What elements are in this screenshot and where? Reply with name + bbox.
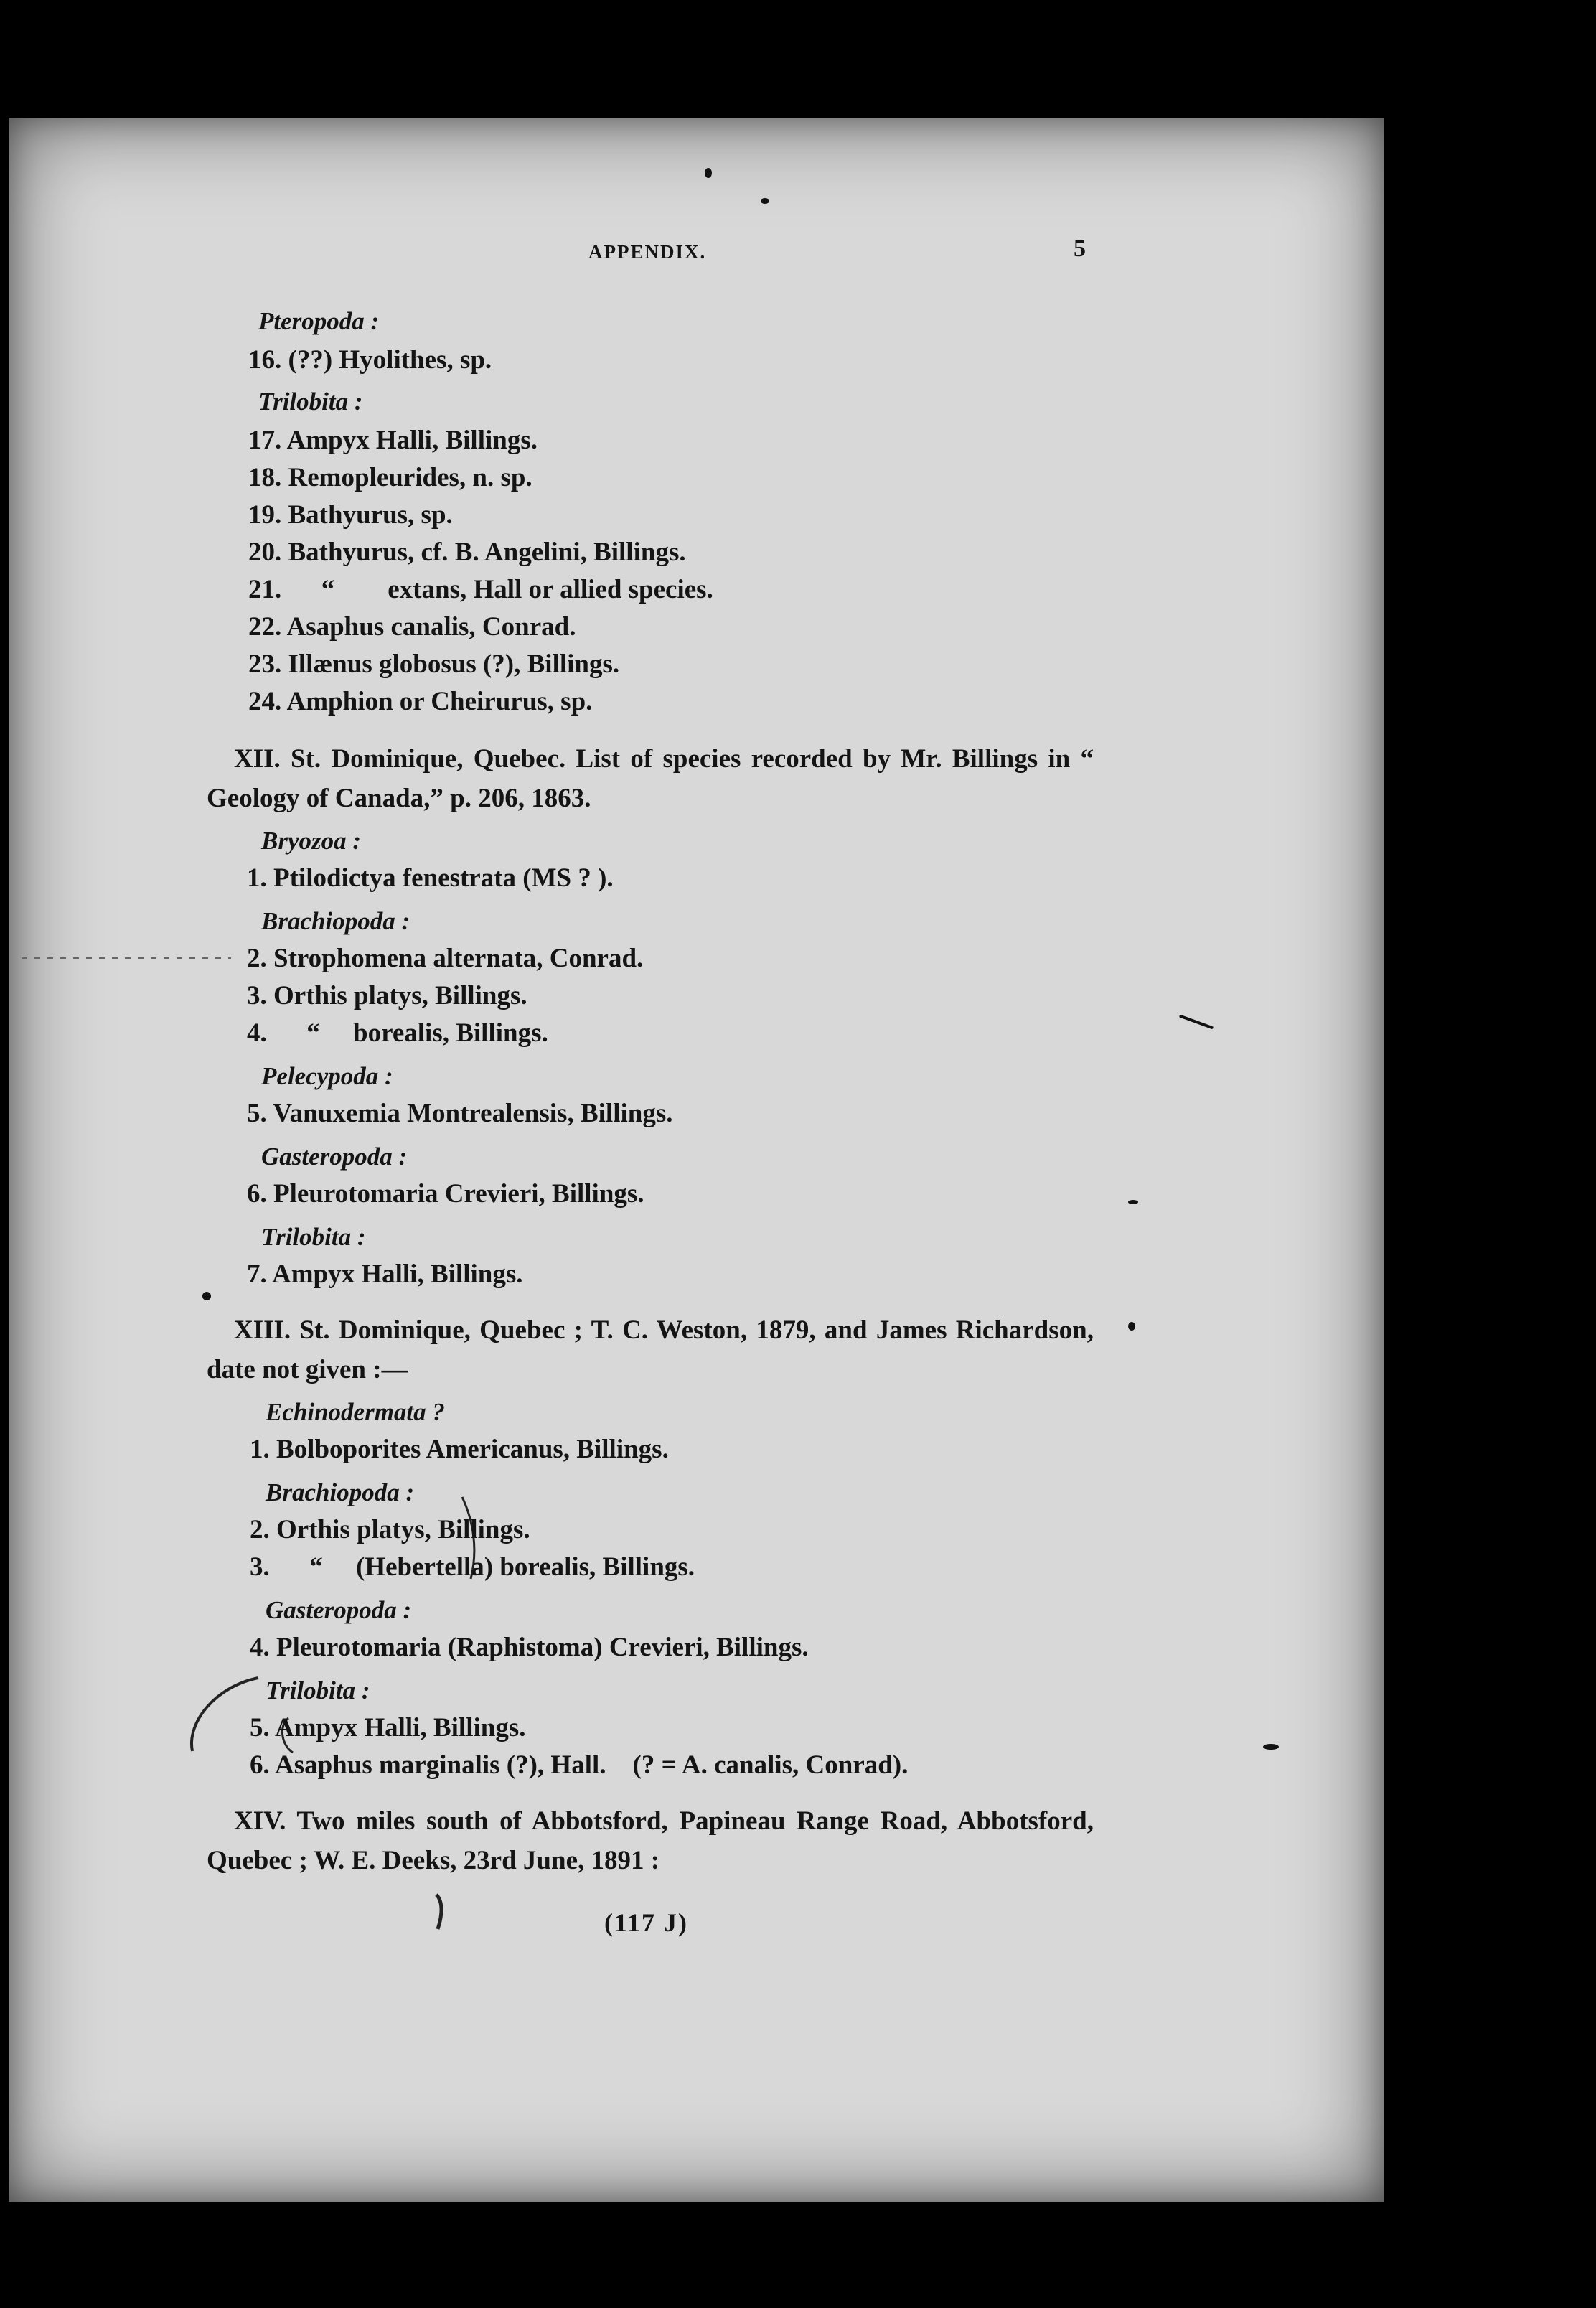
scanned-page bbox=[9, 118, 1384, 2202]
list-item bbox=[248, 425, 538, 456]
item-number: 2. bbox=[250, 1515, 270, 1544]
item-text: Pleurotomaria Crevieri, Billings. bbox=[273, 1179, 644, 1209]
item-number: 3. bbox=[250, 1552, 270, 1582]
printer-signature: (117 J) bbox=[604, 1908, 688, 1937]
list-item bbox=[250, 1750, 908, 1781]
item-number: 24. bbox=[248, 687, 282, 716]
item-text: Ptilodictya fenestrata (MS ? ). bbox=[273, 863, 614, 893]
list-item bbox=[250, 1552, 695, 1582]
scan-speck bbox=[761, 198, 769, 204]
item-text: Illænus globosus (?), Billings. bbox=[288, 649, 620, 679]
item-text: “ borealis, Billings. bbox=[306, 1018, 548, 1048]
item-number: 2. bbox=[247, 944, 267, 973]
item-number: 1. bbox=[247, 863, 267, 893]
item-number: 7. bbox=[247, 1259, 267, 1289]
list-item bbox=[250, 1632, 809, 1663]
item-number: 19. bbox=[248, 500, 282, 530]
item-number: 4. bbox=[250, 1633, 270, 1662]
item-text: Vanuxemia Montrealensis, Billings. bbox=[273, 1099, 673, 1128]
page-number: 5 bbox=[1074, 235, 1086, 262]
list-item bbox=[248, 611, 576, 642]
item-number: 1. bbox=[250, 1435, 270, 1464]
taxon-heading: Brachiopoda : bbox=[266, 1478, 415, 1506]
taxon-heading: Trilobita : bbox=[261, 1223, 366, 1251]
list-item bbox=[247, 1098, 672, 1129]
item-text: Strophomena alternata, Conrad. bbox=[273, 944, 644, 973]
taxon-heading: Gasteropoda : bbox=[266, 1596, 412, 1624]
section-intro-xiv: XIV. Two miles south of Abbotsford, Papineau Range Road, Abbotsford, Quebec ; W. E. Deeks, 23rd June, 1891 : bbox=[207, 1806, 1094, 1875]
scan-speck bbox=[1128, 1322, 1135, 1331]
item-number: 6. bbox=[247, 1179, 267, 1209]
list-item bbox=[247, 1259, 522, 1290]
list-item bbox=[250, 1434, 669, 1465]
list-item bbox=[250, 1514, 530, 1545]
item-text: Bathyurus, cf. B. Angelini, Billings. bbox=[288, 538, 686, 567]
item-text: Orthis platys, Billings. bbox=[276, 1515, 530, 1544]
taxon-heading: Pelecypoda : bbox=[261, 1062, 393, 1090]
item-number: 17. bbox=[248, 426, 282, 455]
list-item bbox=[248, 462, 532, 493]
item-text: Ampyx Halli, Billings. bbox=[271, 1259, 523, 1289]
item-text: Asaphus canalis, Conrad. bbox=[286, 612, 576, 642]
item-number: 4. bbox=[247, 1018, 267, 1048]
item-number: 5. bbox=[250, 1713, 270, 1742]
taxon-heading: Trilobita : bbox=[266, 1676, 370, 1704]
item-number: 21. bbox=[248, 575, 282, 604]
item-number: 18. bbox=[248, 463, 282, 492]
scan-speck bbox=[202, 1292, 211, 1300]
item-number: 23. bbox=[248, 649, 282, 679]
section-intro-xiii: XIII. St. Dominique, Quebec ; T. C. Weston, 1879, and James Richardson, date not given :— bbox=[207, 1315, 1094, 1384]
scan-speck bbox=[1263, 1744, 1279, 1750]
list-item bbox=[248, 499, 453, 530]
list-item bbox=[247, 1178, 644, 1209]
item-number: 3. bbox=[247, 981, 267, 1010]
section-intro-xii: XII. St. Dominique, Quebec. List of species recorded by Mr. Billings in “ Geology of Canada,” p. 206, 1863. bbox=[207, 744, 1094, 813]
scan-speck bbox=[1128, 1200, 1138, 1204]
list-item bbox=[247, 980, 527, 1011]
item-text: Amphion or Cheirurus, sp. bbox=[286, 687, 593, 716]
item-text: Bolboporites Americanus, Billings. bbox=[276, 1435, 669, 1464]
taxon-heading: Bryozoa : bbox=[261, 827, 362, 855]
list-item bbox=[250, 1712, 525, 1743]
item-number: 20. bbox=[248, 538, 282, 567]
item-text: Bathyurus, sp. bbox=[288, 500, 453, 530]
list-item bbox=[248, 574, 713, 605]
list-item bbox=[247, 863, 614, 893]
scan-speck bbox=[1179, 1015, 1214, 1030]
item-text: Ampyx Halli, Billings. bbox=[274, 1713, 526, 1742]
taxon-heading: Trilobita : bbox=[258, 388, 363, 416]
item-text: “ (Hebertella) borealis, Billings. bbox=[309, 1552, 695, 1582]
list-item bbox=[248, 649, 619, 680]
item-number: 6. bbox=[250, 1750, 270, 1780]
item-number: 5. bbox=[247, 1099, 267, 1128]
item-number: 22. bbox=[248, 612, 282, 642]
item-text: Ampyx Halli, Billings. bbox=[286, 426, 538, 455]
item-text: (??) Hyolithes, sp. bbox=[288, 345, 492, 375]
scan-speck bbox=[705, 168, 712, 178]
list-item bbox=[247, 943, 643, 974]
item-text: Orthis platys, Billings. bbox=[273, 981, 527, 1010]
taxon-heading: Brachiopoda : bbox=[261, 907, 410, 935]
item-text: “ extans, Hall or allied species. bbox=[321, 575, 713, 604]
taxon-heading: Echinodermata ? bbox=[266, 1398, 445, 1426]
list-item bbox=[248, 344, 492, 375]
item-number: 16. bbox=[248, 345, 282, 375]
item-text: Asaphus marginalis (?), Hall. (? = A. canalis, Conrad). bbox=[274, 1750, 909, 1780]
taxon-heading: Pteropoda : bbox=[258, 307, 380, 335]
running-header: APPENDIX. bbox=[588, 241, 707, 263]
list-item bbox=[248, 686, 592, 717]
taxon-heading: Gasteropoda : bbox=[261, 1143, 408, 1171]
item-text: Pleurotomaria (Raphistoma) Crevieri, Billings. bbox=[276, 1633, 809, 1662]
list-item bbox=[247, 1018, 548, 1049]
list-item bbox=[248, 537, 686, 568]
item-text: Remopleurides, n. sp. bbox=[288, 463, 532, 492]
